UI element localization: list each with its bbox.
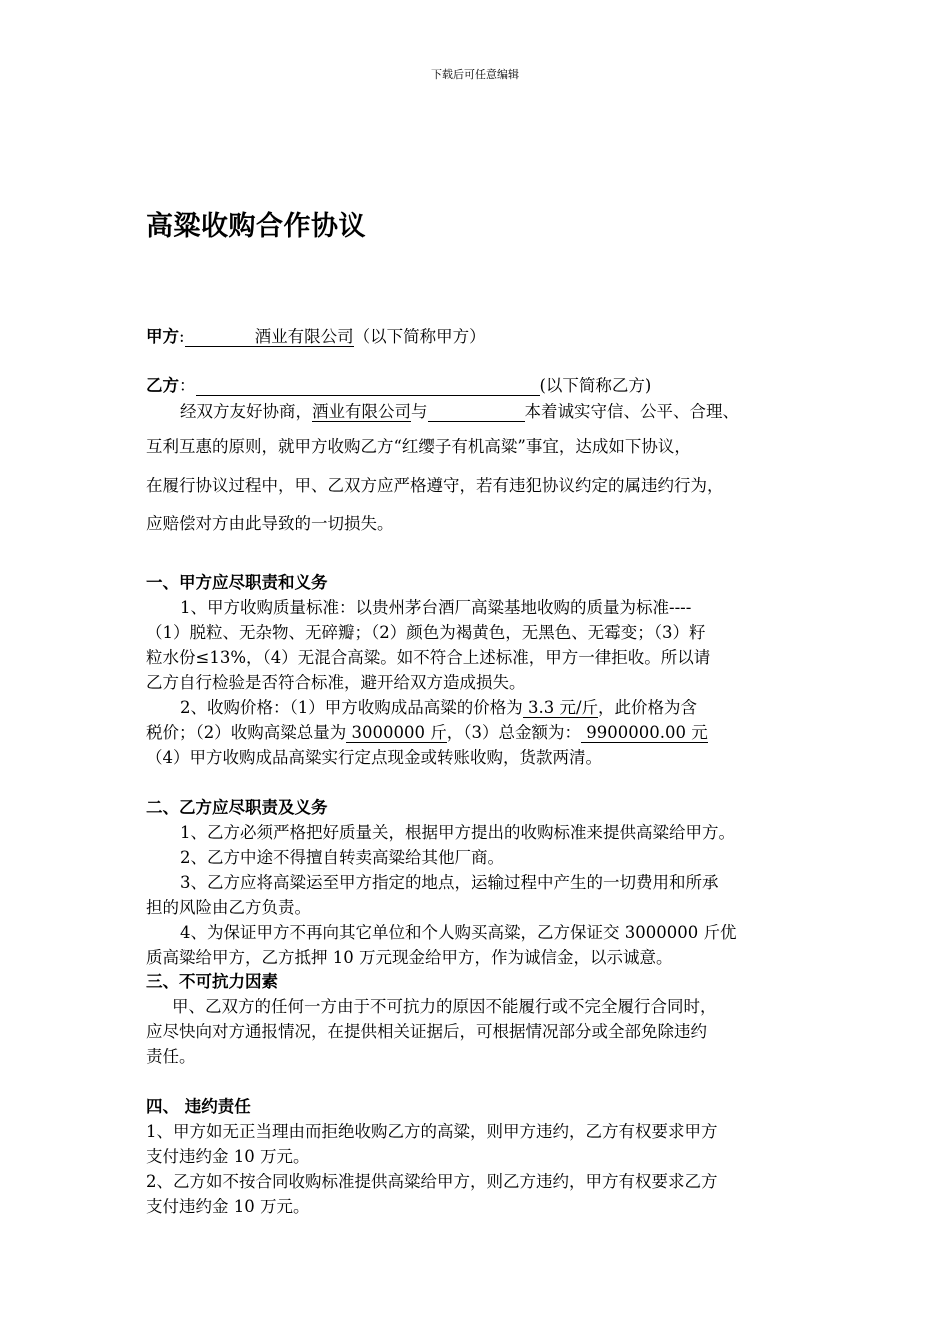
party-b-label: 乙方 bbox=[146, 376, 179, 395]
party-a-label: 甲方 bbox=[146, 327, 179, 346]
price-text-a: 2、收购价格：（1）甲方收购成品高粱的价格为 bbox=[180, 698, 523, 717]
party-a-name: 酒业有限公司 bbox=[185, 328, 354, 347]
section-1-item-2-line-3: （4）甲方收购成品高粱实行定点现金或转账收购，货款两清。 bbox=[146, 748, 602, 767]
section-2-item-4-line-2: 质高粱给甲方，乙方抵押 10 万元现金给甲方，作为诚信金，以示诚意。 bbox=[146, 948, 673, 967]
section-1-item-1-line-1: 1、甲方收购质量标准：以贵州茅台酒厂高粱基地收购的质量为标准---- bbox=[180, 598, 692, 617]
section-3-line-1: 甲、乙双方的任何一方由于不可抗力的原因不能履行或不完全履行合同时， bbox=[172, 997, 717, 1016]
intro-text-a: 经双方友好协商， bbox=[180, 402, 312, 421]
section-1-item-2-line-1 bbox=[180, 698, 697, 718]
party-a-line bbox=[146, 327, 486, 347]
intro-text-b: 与 bbox=[411, 402, 428, 421]
total-value: 9900000.00 元 bbox=[580, 723, 708, 742]
section-4-item-2-line-2: 支付违约金 10 万元。 bbox=[146, 1197, 310, 1216]
party-b-colon: ： bbox=[179, 376, 196, 395]
intro-line-4: 应赔偿对方由此导致的一切损失。 bbox=[146, 514, 394, 533]
quantity-value: 3000000 斤 bbox=[346, 723, 447, 742]
section-1-item-2-line-2 bbox=[146, 723, 708, 743]
section-1-item-1-line-2: （1）脱粒、无杂物、无碎瓣；（2）颜色为褐黄色，无黑色、无霉变；（3）籽 bbox=[146, 623, 706, 642]
party-b-line bbox=[146, 376, 651, 396]
section-4-item-1-line-2: 支付违约金 10 万元。 bbox=[146, 1147, 310, 1166]
section-1-item-1-line-3: 粒水份≤13%，（4）无混合高粱。如不符合上述标准，甲方一律拒收。所以请 bbox=[146, 648, 711, 667]
intro-company: 酒业有限公司 bbox=[312, 402, 411, 421]
section-1-item-1-line-4: 乙方自行检验是否符合标准，避开给双方造成损失。 bbox=[146, 673, 526, 692]
quantity-text-b: ，（3）总金额为： bbox=[446, 723, 581, 742]
party-a-suffix: （以下简称甲方） bbox=[353, 327, 486, 346]
section-4-item-1-line-1: 1、甲方如无正当理由而拒绝收购乙方的高粱，则甲方违约，乙方有权要求甲方 bbox=[146, 1122, 718, 1141]
document-title: 高粱收购合作协议 bbox=[146, 211, 366, 242]
section-2-item-3-line-1: 3、乙方应将高粱运至甲方指定的地点，运输过程中产生的一切费用和所承 bbox=[180, 873, 719, 892]
price-value: 3.3 元/斤 bbox=[522, 698, 599, 717]
party-a-colon: : bbox=[179, 327, 185, 346]
party-b-blank bbox=[196, 377, 540, 396]
section-2-item-3-line-2: 担的风险由乙方负责。 bbox=[146, 898, 311, 917]
section-2-heading: 二、乙方应尽职责及义务 bbox=[146, 798, 328, 817]
intro-text-c: 本着诚实守信、公平、合理、 bbox=[524, 402, 739, 421]
section-3-line-3: 责任。 bbox=[146, 1047, 196, 1066]
section-1-heading: 一、甲方应尽职责和义务 bbox=[146, 573, 328, 592]
intro-line-3: 在履行协议过程中，甲、乙双方应严格遵守，若有违犯协议约定的属违约行为， bbox=[146, 476, 724, 495]
section-2-item-1: 1、乙方必须严格把好质量关，根据甲方提出的收购标准来提供高粱给甲方。 bbox=[180, 823, 735, 842]
header-note: 下载后可任意编辑 bbox=[431, 68, 519, 81]
intro-blank bbox=[428, 403, 525, 422]
party-b-suffix: (以下简称乙方) bbox=[539, 376, 652, 395]
section-2-item-2: 2、乙方中途不得擅自转卖高粱给其他厂商。 bbox=[180, 848, 504, 867]
section-3-heading: 三、不可抗力因素 bbox=[146, 972, 278, 991]
section-2-item-4-line-1: 4、为保证甲方不再向其它单位和个人购买高粱，乙方保证交 3000000 斤优 bbox=[180, 923, 737, 942]
section-3-line-2: 应尽快向对方通报情况，在提供相关证据后，可根据情况部分或全部免除违约 bbox=[146, 1022, 707, 1041]
section-4-heading: 四、 违约责任 bbox=[146, 1097, 251, 1116]
intro-line-1 bbox=[180, 402, 739, 422]
price-text-b: ，此价格为含 bbox=[598, 698, 698, 717]
intro-line-2: 互利互惠的原则，就甲方收购乙方“红缨子有机高粱”事宜，达成如下协议， bbox=[146, 437, 691, 456]
quantity-text-a: 税价；（2）收购高粱总量为 bbox=[146, 723, 347, 742]
section-4-item-2-line-1: 2、乙方如不按合同收购标准提供高粱给甲方，则乙方违约，甲方有权要求乙方 bbox=[146, 1172, 718, 1191]
